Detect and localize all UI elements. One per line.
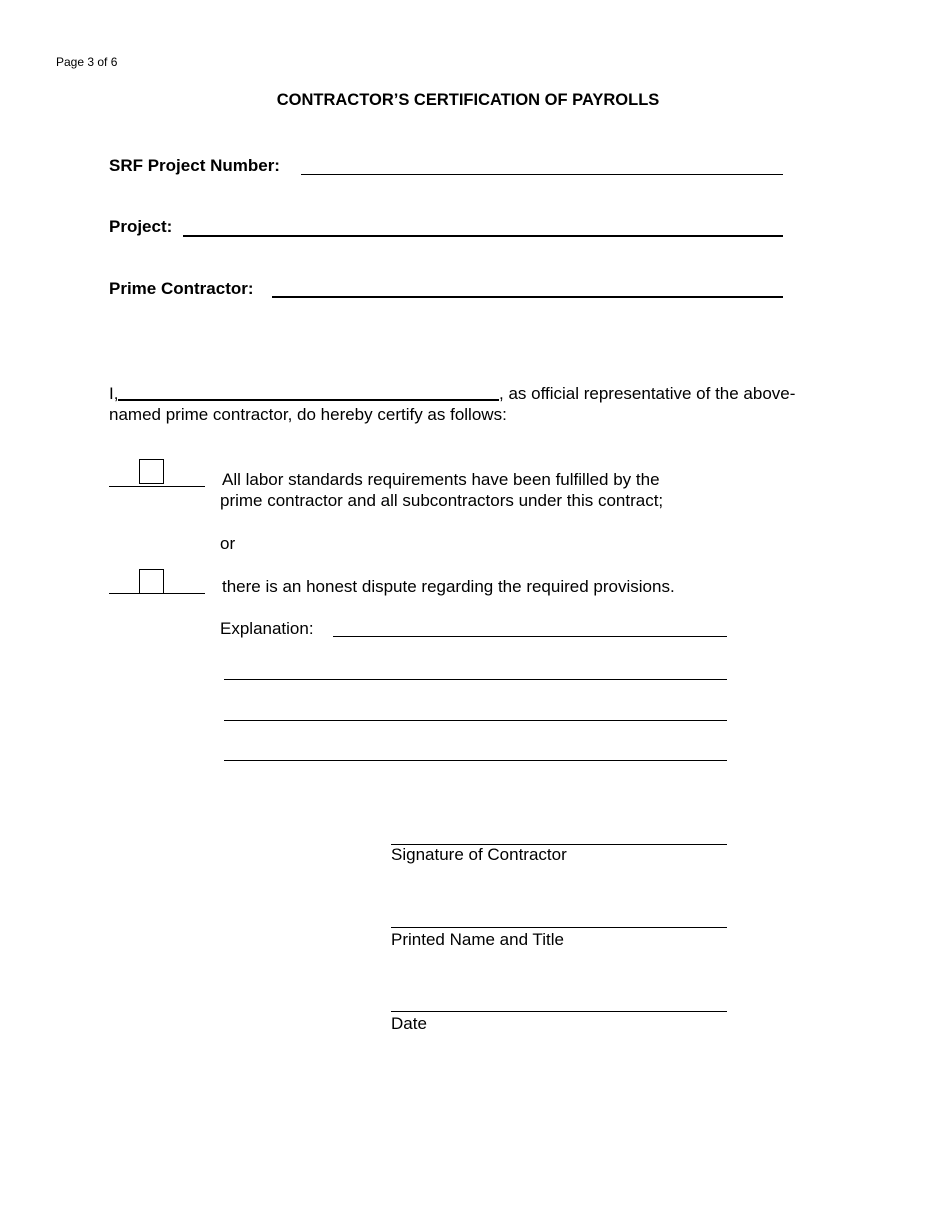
printed-name-title-label: Printed Name and Title [391,930,564,949]
option1-checkbox[interactable] [139,459,164,484]
certification-intro-suffix: , as official representative of the above- [499,384,796,403]
srf-project-number-field[interactable] [301,174,783,175]
option1-checkbox-underline [109,486,205,487]
explanation-label: Explanation: [220,619,314,638]
explanation-field-line4[interactable] [224,760,727,761]
prime-contractor-field[interactable] [272,296,783,298]
option2-checkbox[interactable] [139,569,164,594]
signature-label: Signature of Contractor [391,845,567,864]
project-field[interactable] [183,235,783,237]
option2-text: there is an honest dispute regarding the required provisions. [222,577,675,596]
explanation-field-line3[interactable] [224,720,727,721]
date-field[interactable] [391,1011,727,1012]
or-text: or [220,534,236,553]
page-number: Page 3 of 6 [56,55,118,69]
option1-text-line1: All labor standards requirements have been fulfilled by the [222,470,660,489]
project-label: Project: [109,217,173,236]
page-title: CONTRACTOR’S CERTIFICATION OF PAYROLLS [276,91,660,109]
prime-contractor-label: Prime Contractor: [109,279,254,298]
option1-text-line2: prime contractor and all subcontractors under this contract; [220,491,664,510]
certification-intro-prefix: I, [109,384,119,403]
srf-project-number-label: SRF Project Number: [109,156,280,175]
certification-intro-line2: named prime contractor, do hereby certify as follows: [109,405,507,424]
printed-name-title-field[interactable] [391,927,727,928]
date-label: Date [391,1014,427,1033]
representative-name-field[interactable] [118,399,499,401]
explanation-field-line1[interactable] [333,636,727,637]
explanation-field-line2[interactable] [224,679,727,680]
